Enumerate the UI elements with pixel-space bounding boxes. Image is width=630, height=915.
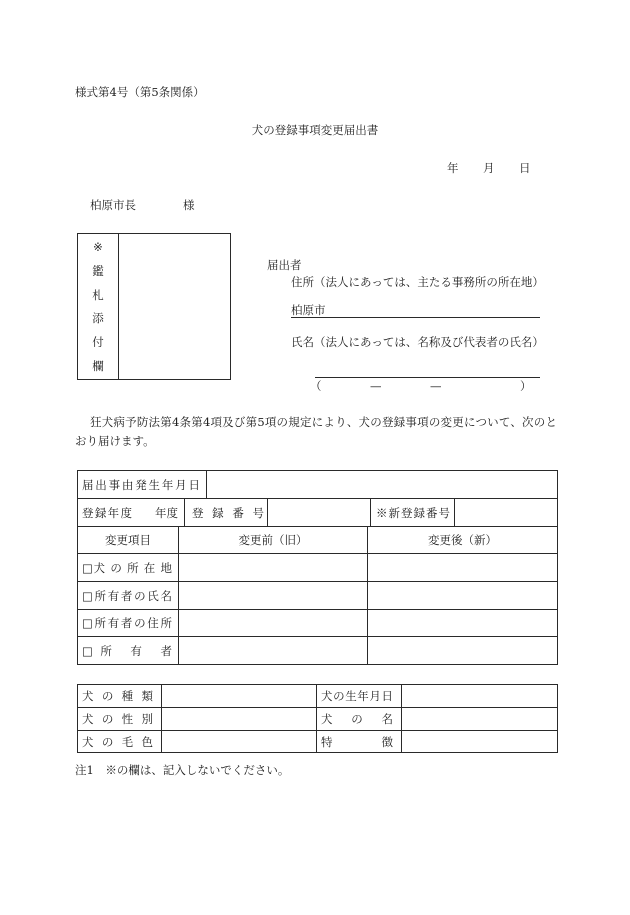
tag-attachment-box — [77, 233, 231, 380]
change-item-label-cell — [78, 554, 179, 581]
change-table-header-row — [78, 527, 557, 554]
dog-right-label-cell — [317, 685, 402, 707]
phone-separator-2: — — [430, 379, 442, 393]
statement-line-2: おり届けます。 — [75, 434, 155, 448]
dog-right-label-cell — [317, 731, 402, 752]
header-item: 変更項目 — [105, 533, 151, 547]
change-item-label: □所有者の住所 — [82, 616, 172, 630]
dog-coat-color-value-cell — [162, 731, 317, 752]
change-before-cell — [179, 554, 368, 581]
dog-birthdate-value-cell — [402, 685, 557, 707]
applicant-name-label: 氏名（法人にあっては、名称及び代表者の氏名） — [291, 335, 544, 349]
dog-left-label-cell — [78, 685, 162, 707]
occurrence-date-value-cell — [207, 471, 557, 498]
tag-attachment-area — [119, 234, 230, 379]
change-item-label: □所 有 者 — [82, 643, 172, 658]
dog-name-value-cell — [402, 708, 557, 730]
registration-row — [78, 499, 557, 527]
occurrence-date-label-cell — [78, 471, 207, 498]
form-title: 犬の登録事項変更届出書 — [251, 123, 379, 137]
dog-left-label-cell — [78, 708, 162, 730]
tag-box-label-column — [78, 234, 119, 379]
tag-box-label-char: 添 — [92, 311, 104, 326]
addressee-honorific: 様 — [183, 198, 195, 212]
dog-sex-label: 犬 の 性 別 — [82, 712, 153, 726]
applicant-name-line — [315, 377, 540, 378]
table-row — [78, 582, 557, 610]
dog-right-label-cell — [317, 708, 402, 730]
date-month-label: 月 — [483, 161, 495, 175]
date-day-label: 日 — [519, 161, 531, 175]
change-after-cell — [368, 554, 557, 581]
change-item-label-cell — [78, 637, 179, 664]
table-row — [78, 708, 557, 731]
change-after-cell — [368, 637, 557, 664]
table-row — [78, 610, 557, 637]
header-item-cell — [78, 527, 179, 553]
applicant-address-value: 柏原市 — [291, 303, 326, 317]
change-before-cell — [179, 610, 368, 636]
phone-close-paren: ） — [520, 379, 532, 393]
date-year-label: 年 — [447, 161, 459, 175]
dog-birthdate-label: 犬の生年月日 — [321, 689, 393, 703]
change-before-cell — [179, 582, 368, 609]
tag-box-label-char: ※ — [93, 240, 103, 254]
tag-box-label-char: 札 — [92, 287, 104, 302]
tag-box-label-char: 付 — [92, 335, 104, 350]
table-row — [78, 685, 557, 708]
header-before-cell — [179, 527, 368, 553]
registration-year-cell — [78, 499, 185, 526]
header-before: 変更前（旧） — [238, 533, 308, 547]
registration-year-unit: 年度 — [155, 505, 178, 520]
header-after-cell — [368, 527, 557, 553]
registration-number-value-cell — [268, 499, 371, 526]
change-item-label: □犬 の 所 在 地 — [82, 560, 172, 575]
new-registration-number-value-cell — [455, 499, 557, 526]
dog-features-label: 特 徴 — [321, 734, 393, 749]
occurrence-date-row — [78, 471, 557, 499]
applicant-heading: 届出者 — [267, 258, 302, 272]
new-registration-number-label: ※新登録番号 — [376, 505, 450, 520]
change-item-label-cell — [78, 610, 179, 636]
applicant-address-field — [291, 303, 540, 318]
occurrence-date-label: 届出事由発生年月日 — [82, 477, 200, 492]
registration-number-label: 登 録 番 号 — [192, 505, 264, 520]
phone-open-paren: （ — [310, 379, 322, 393]
dog-left-label-cell — [78, 731, 162, 752]
applicant-address-label: 住所（法人にあっては、主たる事務所の所在地） — [291, 275, 544, 289]
table-row — [78, 731, 557, 752]
new-registration-number-label-cell — [371, 499, 455, 526]
dog-sex-value-cell — [162, 708, 317, 730]
registration-number-label-cell — [185, 499, 268, 526]
dog-coat-color-label: 犬 の 毛 色 — [82, 734, 153, 749]
form-number: 様式第4号（第5条関係） — [75, 85, 205, 99]
dog-features-value-cell — [402, 731, 557, 752]
change-before-cell — [179, 637, 368, 664]
addressee-name: 柏原市長 — [90, 198, 136, 212]
change-table — [77, 470, 558, 665]
change-item-label: □所有者の氏名 — [82, 588, 172, 603]
phone-separator-1: — — [370, 379, 382, 393]
dog-name-label: 犬 の 名 — [321, 712, 393, 726]
note-text: 注1 ※の欄は、記入しないでください。 — [75, 763, 290, 777]
tag-box-label-char: 鑑 — [92, 263, 104, 278]
table-row — [78, 637, 557, 664]
dog-breed-value-cell — [162, 685, 317, 707]
change-after-cell — [368, 582, 557, 609]
registration-year-label: 登録年度 — [82, 505, 132, 520]
statement-line-1: 狂犬病予防法第4条第4項及び第5項の規定により、犬の登録事項の変更について、次のと — [90, 415, 557, 429]
change-item-label-cell — [78, 582, 179, 609]
header-after: 変更後（新） — [428, 533, 497, 547]
dog-breed-label: 犬 の 種 類 — [82, 689, 153, 703]
table-row — [78, 554, 557, 582]
tag-box-label-char: 欄 — [92, 358, 104, 373]
dog-details-table — [77, 684, 558, 753]
change-after-cell — [368, 610, 557, 636]
